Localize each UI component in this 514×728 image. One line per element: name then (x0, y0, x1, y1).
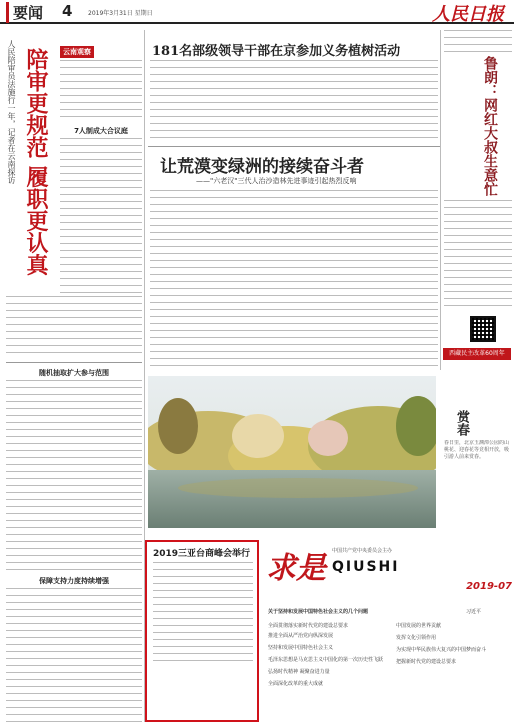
page-header (0, 0, 514, 24)
commentary-band: 西藏民主改革60周年 (443, 348, 511, 360)
qiushi-toc (266, 604, 512, 722)
toc-item: 弘扬时代精神 凝聚奋进力量 (268, 669, 330, 675)
lower-left-body-2 (6, 588, 142, 722)
left-story-body-3 (6, 296, 142, 356)
column-divider (148, 146, 440, 147)
sanya-story-box (145, 540, 259, 722)
spacer (148, 726, 258, 727)
section-tag: 要闻 (6, 2, 43, 23)
commentary-headline: 鲁朗：网红大叔生意忙 (482, 56, 498, 196)
left-story-inner-subhead: 7人制成大合议庭 (74, 127, 128, 135)
toc-item: 全面深化改革的重大成就 (268, 681, 324, 687)
second-story-body (150, 190, 438, 368)
toc-item: 为实现中华民族伟大复兴的中国梦而奋斗 (396, 647, 487, 653)
sanya-story-body (153, 562, 253, 662)
qiushi-publisher: 中国共产党中央委员会主办 (332, 548, 393, 554)
toc-item: 推进全面从严治党向纵深发展 (268, 633, 334, 639)
spring-photo (148, 376, 436, 528)
qiushi-issue: 2019-07 (466, 581, 512, 592)
commentary-body (444, 200, 512, 310)
left-story-body-1 (60, 58, 142, 122)
column-divider (440, 30, 441, 370)
second-story-subhead: ——"六老汉"三代人治沙造林先进事迹引起热烈反响 (196, 177, 357, 185)
left-story-headline: 陪审更规范 履职更认真 (23, 48, 49, 276)
toc-item: 全面贯彻落实新时代党的建设总要求 (268, 623, 349, 629)
lower-left-subhead-2: 保障支持力度持续增强 (39, 577, 109, 585)
qiushi-advert (266, 543, 512, 603)
lower-left-body-1 (6, 380, 142, 570)
top-story-body (150, 60, 438, 140)
sanya-story-headline: 2019三亚台商峰会举行 (153, 549, 251, 559)
masthead-logo: 人民日报 (432, 4, 504, 25)
qr-code (470, 316, 496, 342)
toc-item: 把握新时代党的建设总要求 (396, 659, 457, 665)
toc-item: 毛泽东思想是马克思主义中国化的第一次历史性飞跃 (268, 657, 384, 663)
photo-title: 赏春 (454, 410, 469, 436)
left-story-subhead: 人民陪审员法施行一年，记者在云南探访 (7, 40, 16, 184)
top-story-headline: 181名部级领导干部在京参加义务植树活动 (152, 44, 401, 59)
left-story-label: 云南观察 (60, 46, 94, 58)
toc-item: 发挥文化引领作用 (396, 635, 437, 641)
left-story-body-2 (60, 138, 142, 298)
toc-item: 关于坚持和发展中国特色社会主义的几个问题 (268, 609, 369, 615)
issue-date: 2019年3月31日 星期日 (88, 10, 153, 17)
lower-left-subhead-1: 随机抽取扩大参与范围 (39, 369, 109, 377)
spring-landscape-image (148, 376, 436, 528)
toc-item: 中国发展的世界贡献 (396, 623, 442, 629)
toc-author: 习近平 (466, 609, 482, 615)
column-divider (6, 362, 142, 363)
qiushi-logo: 求是 (266, 551, 326, 586)
page-number: 4 (62, 2, 73, 20)
second-story-headline: 让荒漠变绿洲的接续奋斗者 (160, 157, 364, 177)
qiushi-name: QIUSHI (332, 559, 400, 575)
right-column-body-1 (444, 30, 512, 56)
photo-caption: 春日里，北京玉渊潭公园的山桃花、迎春花等竞相开放，吸引游人前来赏春。 (444, 440, 510, 460)
toc-item: 坚持和发展中国特色社会主义 (268, 645, 334, 651)
